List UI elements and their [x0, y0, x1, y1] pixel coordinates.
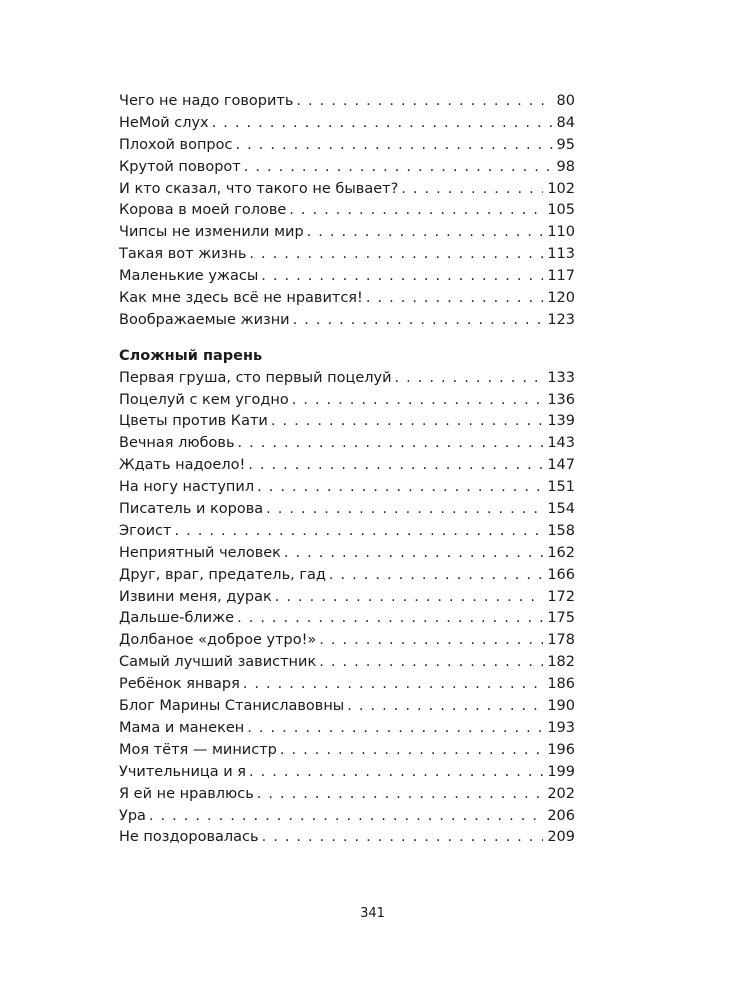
toc-entry-title: Первая груша, сто первый поцелуй: [119, 369, 392, 386]
toc-entry: [119, 477, 575, 499]
toc-entry: [119, 696, 575, 718]
toc-entry-title: Воображаемые жизни: [119, 311, 290, 328]
toc-entry-title: Крутой поворот: [119, 158, 241, 175]
toc-entry: [119, 455, 575, 477]
toc-entry-title: Эгоист: [119, 522, 172, 539]
dot-leader: [329, 565, 543, 587]
toc-entry-page: 202: [547, 785, 575, 802]
toc-entry-title: Дальше-ближе: [119, 610, 235, 627]
dot-leader: [296, 91, 552, 113]
section-spacer: [119, 332, 575, 346]
toc-entry-title: Чего не надо говорить: [119, 93, 294, 109]
toc-entry-title: Блог Марины Станиславовны: [119, 698, 345, 715]
dot-leader: [212, 113, 553, 135]
dot-leader: [266, 499, 543, 521]
toc-entry-page: 166: [547, 566, 575, 583]
toc-entry: [119, 368, 575, 390]
toc-entry-title: Моя тётя — министр: [119, 741, 277, 758]
toc-entry: [119, 587, 575, 609]
toc-entry-page: 172: [547, 588, 575, 605]
toc-entry-page: 206: [547, 807, 575, 824]
toc-entry-page: 209: [547, 829, 575, 846]
toc-entry-title: И кто сказал, что такого не бывает?: [119, 180, 399, 197]
toc-entry-page: 117: [547, 268, 575, 285]
toc-entry: [119, 91, 575, 113]
toc-section-1: [119, 91, 575, 332]
toc-entry-title: Плохой вопрос: [119, 136, 233, 153]
dot-leader: [319, 652, 543, 674]
toc-entry: [119, 806, 575, 828]
toc-entry: [119, 762, 575, 784]
toc-entry: [119, 179, 575, 201]
toc-entry: [119, 135, 575, 157]
toc-entry-page: 95: [556, 136, 575, 153]
toc-entry: [119, 310, 575, 332]
dot-leader: [261, 266, 543, 288]
toc-entry-title: Писатель и корова: [119, 501, 264, 518]
toc-entry-title: Ребёнок января: [119, 676, 240, 693]
toc-entry-page: 84: [556, 114, 575, 131]
toc-entry-title: Неприятный человек: [119, 544, 281, 561]
toc-entry-page: 105: [547, 202, 575, 219]
toc-entry-title: Я ей не нравлюсь: [119, 785, 254, 802]
toc-entry-page: 199: [547, 763, 575, 780]
toc-entry: [119, 521, 575, 543]
toc-entry-page: 136: [547, 391, 575, 408]
toc-entry: [119, 674, 575, 696]
dot-leader: [275, 587, 544, 609]
toc-entry-page: 133: [547, 369, 575, 386]
toc-entry-title: Долбаное «доброе утро!»: [119, 632, 317, 649]
dot-leader: [292, 390, 544, 412]
dot-leader: [271, 411, 543, 433]
toc-entry: [119, 784, 575, 806]
dot-leader: [149, 806, 543, 828]
dot-leader: [280, 740, 543, 762]
toc-entry-page: 193: [547, 719, 575, 736]
toc-entry: [119, 266, 575, 288]
toc-entry: [119, 740, 575, 762]
toc-entry: [119, 565, 575, 587]
toc-entry-title: Извини меня, дурак: [119, 588, 272, 605]
toc-entry: [119, 630, 575, 652]
toc-entry-page: 123: [547, 311, 575, 328]
toc-entry-title: Вечная любовь: [119, 435, 235, 452]
toc-entry-title: Такая вот жизнь: [119, 246, 247, 263]
dot-leader: [249, 762, 543, 784]
dot-leader: [307, 222, 544, 244]
toc-entry-page: 147: [547, 457, 575, 474]
toc-entry: [119, 390, 575, 412]
toc-entry-page: 154: [547, 501, 575, 518]
toc-entry: [119, 244, 575, 266]
toc-entry-page: 175: [547, 610, 575, 627]
toc-entry: [119, 113, 575, 135]
toc-entry-title: Ждать надоело!: [119, 457, 246, 474]
toc-entry-page: 158: [547, 522, 575, 539]
toc-entry-page: 196: [547, 741, 575, 758]
toc-entry: [119, 827, 575, 849]
toc-entry-title: Корова в моей голове: [119, 202, 287, 219]
toc-entry: [119, 200, 575, 222]
toc-entry-page: 139: [547, 413, 575, 430]
toc-entry-page: 102: [547, 180, 575, 197]
toc-entry-title: Ура: [119, 807, 146, 824]
toc-entry: [119, 157, 575, 179]
dot-leader: [238, 433, 544, 455]
dot-leader: [174, 521, 543, 543]
dot-leader: [262, 827, 544, 849]
toc-entry: [119, 411, 575, 433]
toc-entry: [119, 652, 575, 674]
toc-entry-page: 98: [556, 158, 575, 175]
dot-leader: [257, 784, 544, 806]
dot-leader: [248, 455, 543, 477]
dot-leader: [247, 718, 543, 740]
toc-entry: [119, 543, 575, 565]
toc-entry-title: Чипсы не изменили мир: [119, 224, 304, 241]
dot-leader: [257, 477, 543, 499]
dot-leader: [293, 310, 544, 332]
toc-entry-title: Мама и манекен: [119, 719, 245, 736]
toc-entry-page: 143: [547, 435, 575, 452]
dot-leader: [347, 696, 543, 718]
dot-leader: [235, 135, 552, 157]
toc-entry-page: 186: [547, 676, 575, 693]
toc-entry: [119, 718, 575, 740]
section-heading: Сложный парень: [119, 347, 263, 364]
table-of-contents: [119, 91, 575, 849]
toc-entry-page: 190: [547, 698, 575, 715]
dot-leader: [249, 244, 543, 266]
dot-leader: [237, 608, 543, 630]
toc-entry-title: Самый лучший завистник: [119, 654, 317, 671]
toc-entry-title: Учительница и я: [119, 763, 247, 780]
toc-entry-page: 80: [556, 93, 575, 109]
toc-entry-page: 162: [547, 544, 575, 561]
toc-entry-title: Как мне здесь всё не нравится!: [119, 290, 363, 307]
toc-entry: [119, 608, 575, 630]
toc-entry-page: 151: [547, 479, 575, 496]
page-number: 341: [360, 906, 385, 921]
toc-entry-page: 120: [547, 290, 575, 307]
toc-entry: [119, 222, 575, 244]
toc-entry-title: Поцелуй с кем угодно: [119, 391, 289, 408]
toc-entry-page: 182: [547, 654, 575, 671]
dot-leader: [319, 630, 543, 652]
toc-section-2: [119, 346, 575, 849]
toc-entry-page: 178: [547, 632, 575, 649]
dot-leader: [243, 674, 544, 696]
dot-leader: [366, 288, 543, 310]
toc-entry-title: Цветы против Кати: [119, 413, 268, 430]
dot-leader: [284, 543, 543, 565]
toc-entry: [119, 499, 575, 521]
toc-entry-page: 110: [547, 224, 575, 241]
toc-entry: [119, 433, 575, 455]
toc-entry-title: На ногу наступил: [119, 479, 255, 496]
toc-entry-title: Маленькие ужасы: [119, 268, 259, 285]
dot-leader: [289, 200, 543, 222]
dot-leader: [395, 368, 544, 390]
dot-leader: [244, 157, 553, 179]
toc-entry-title: Друг, враг, предатель, гад: [119, 566, 326, 583]
toc-entry-page: 113: [547, 246, 575, 263]
toc-entry-title: НеМой слух: [119, 114, 209, 131]
toc-entry: [119, 288, 575, 310]
toc-entry-title: Не поздоровалась: [119, 829, 259, 846]
dot-leader: [401, 179, 543, 201]
